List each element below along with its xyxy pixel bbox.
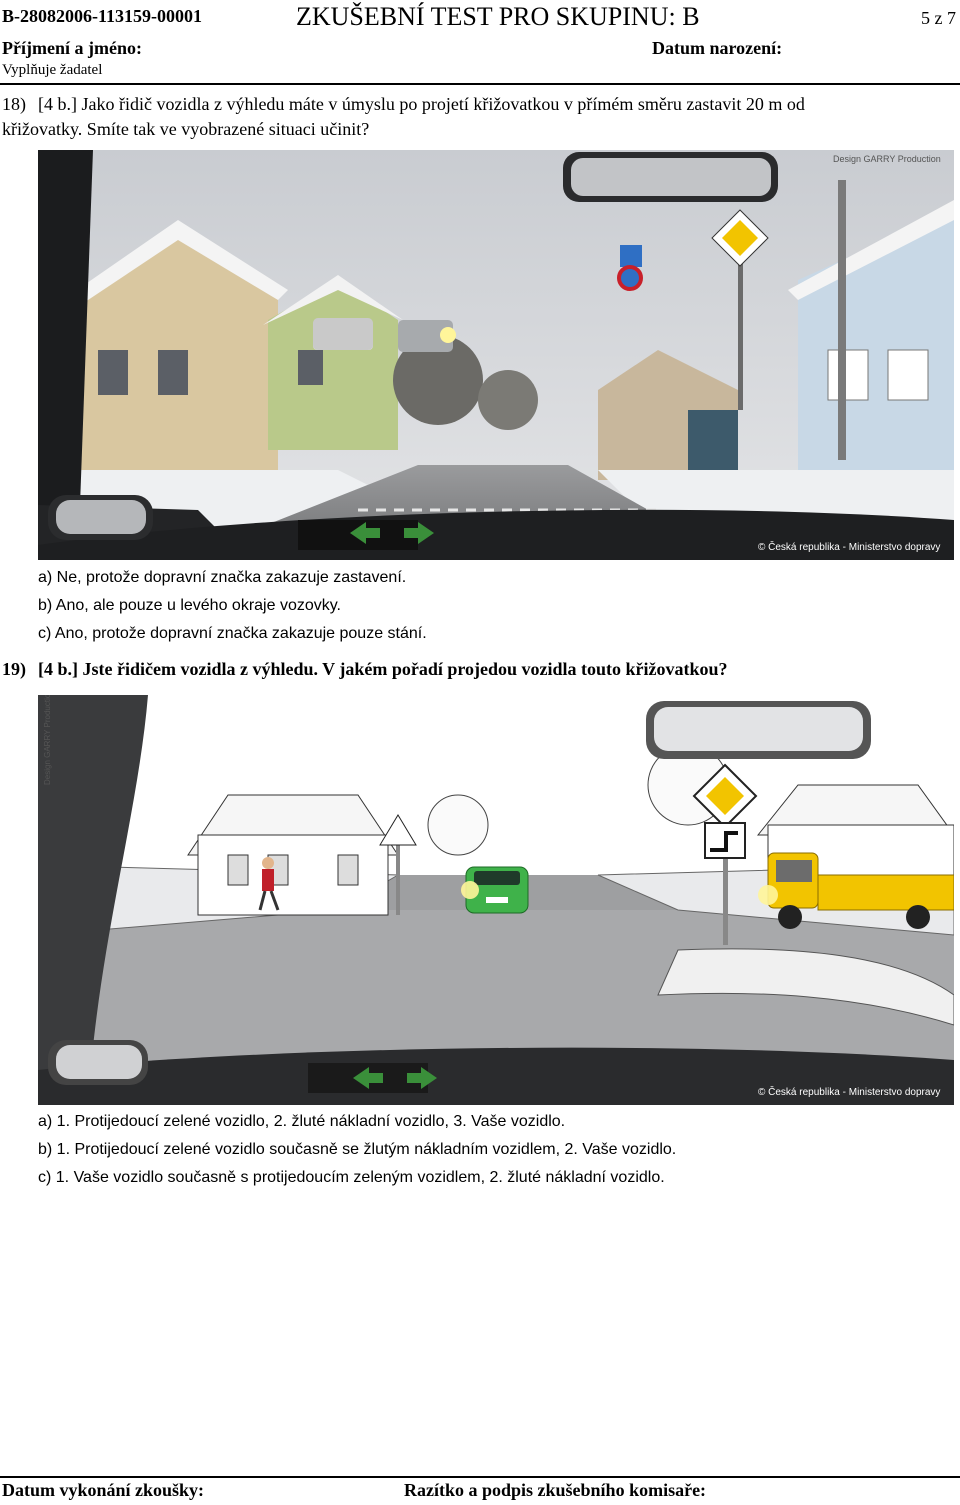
- intersection-illustration: [38, 695, 954, 1105]
- question-text-line2: křižovatky. Smíte tak ve vyobrazené situaci učinit?: [2, 119, 370, 139]
- question-18-photo: [38, 150, 954, 560]
- watermark-19: Design GARRY Production: [43, 695, 52, 785]
- answer-19-a[interactable]: a) 1. Protijedoucí zelené vozidlo, 2. žluté nákladní vozidlo, 3. Vaše vozidlo.: [38, 1113, 566, 1130]
- question-number: 18): [2, 94, 26, 114]
- birth-date-label: Datum narození:: [652, 38, 783, 58]
- answer-18-b[interactable]: b) Ano, ale pouze u levého okraje vozovky.: [38, 597, 341, 614]
- question-18: [2, 92, 952, 142]
- question-19: [2, 657, 952, 682]
- photo-credit-19: © Česká republika - Ministerstvo dopravy: [758, 1087, 941, 1098]
- fill-note: Vyplňuje žadatel: [2, 62, 103, 78]
- watermark-18: Design GARRY Production: [833, 154, 941, 164]
- answer-18-c[interactable]: c) Ano, protože dopravní značka zakazuje pouze stání.: [38, 625, 427, 642]
- question-19-illustration: [38, 695, 954, 1105]
- answers-19: [38, 1108, 676, 1192]
- test-id: B-28082006-113159-00001: [2, 6, 202, 26]
- exam-date-label: Datum vykonání zkoušky:: [2, 1480, 205, 1500]
- page-number: 5 z 7: [921, 8, 956, 28]
- answer-19-c[interactable]: c) 1. Vaše vozidlo současně s protijedoucím zeleným vozidlem, 2. žluté nákladní vozidlo.: [38, 1169, 665, 1186]
- photo-credit-18: © Česká republika - Ministerstvo dopravy: [758, 542, 941, 553]
- street-photo: [38, 150, 954, 560]
- question-text-line1: [4 b.] Jako řidič vozidla z výhledu máte v úmyslu po projetí křižovatkou v přímém směru zastavit 20 m od: [38, 94, 805, 114]
- question-number: 19): [2, 659, 26, 679]
- answer-18-a[interactable]: a) Ne, protože dopravní značka zakazuje zastavení.: [38, 569, 407, 586]
- footer-divider: [0, 1476, 960, 1478]
- answers-18: [38, 564, 427, 648]
- stamp-signature-label: Razítko a podpis zkušebního komisaře:: [404, 1480, 707, 1500]
- page-title: ZKUŠEBNÍ TEST PRO SKUPINU: B: [296, 2, 700, 31]
- answer-19-b[interactable]: b) 1. Protijedoucí zelené vozidlo současně se žlutým nákladním vozidlem, 2. Vaše vozidlo.: [38, 1141, 677, 1158]
- question-text: [4 b.] Jste řidičem vozidla z výhledu. V jakém pořadí projedou vozidla touto křižovatkou?: [38, 659, 728, 679]
- header-divider: [0, 83, 960, 85]
- name-label: Příjmení a jméno:: [2, 38, 142, 58]
